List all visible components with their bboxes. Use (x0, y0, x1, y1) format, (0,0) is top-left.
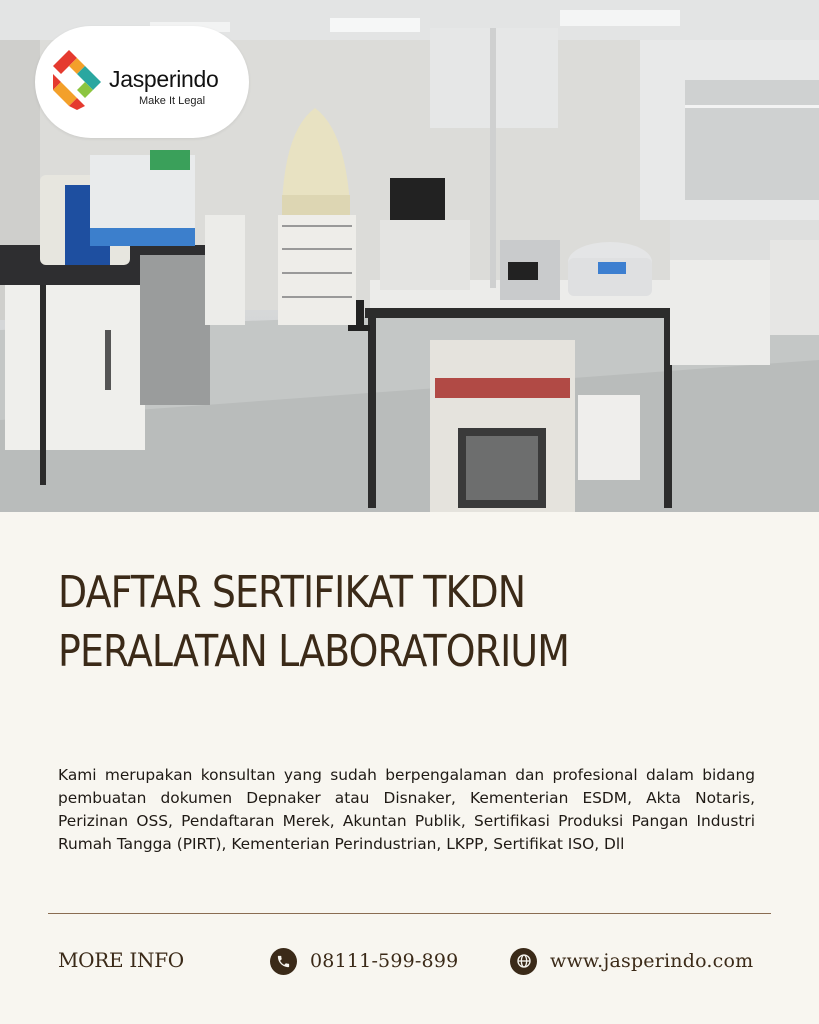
website-contact[interactable] (510, 946, 753, 976)
company-description: Kami merupakan konsultan yang sudah berpengalaman dan profesional dalam bidang pembuatan dokumen Depnaker atau Disnaker, Kementerian ESDM, Akta Notaris, Perizinan OSS, Pendaftaran Merek, Akuntan Publik, Sertifikasi Produksi Pangan Industri Rumah Tangga (PIRT), Kementerian Perindustrian, LKPP, Sertifikat ISO, Dll (58, 766, 755, 853)
page-title-line-2: PERALATAN LABORATORIUM (58, 626, 570, 677)
website-url: www.jasperindo.com (550, 950, 754, 972)
phone-icon (270, 948, 297, 975)
phone-contact[interactable] (270, 946, 458, 976)
page-title-line-1: DAFTAR SERTIFIKAT TKDN (58, 567, 526, 618)
footer-divider (48, 913, 771, 914)
brand-logo[interactable] (35, 26, 249, 138)
jasperindo-logo-icon (51, 48, 103, 112)
brand-name: Jasperindo (109, 66, 219, 92)
more-info-label: MORE INFO (58, 948, 184, 972)
page-title (58, 563, 677, 681)
globe-icon (510, 948, 537, 975)
phone-number: 08111-599-899 (310, 950, 459, 972)
brand-tagline: Make It Legal (139, 95, 206, 107)
